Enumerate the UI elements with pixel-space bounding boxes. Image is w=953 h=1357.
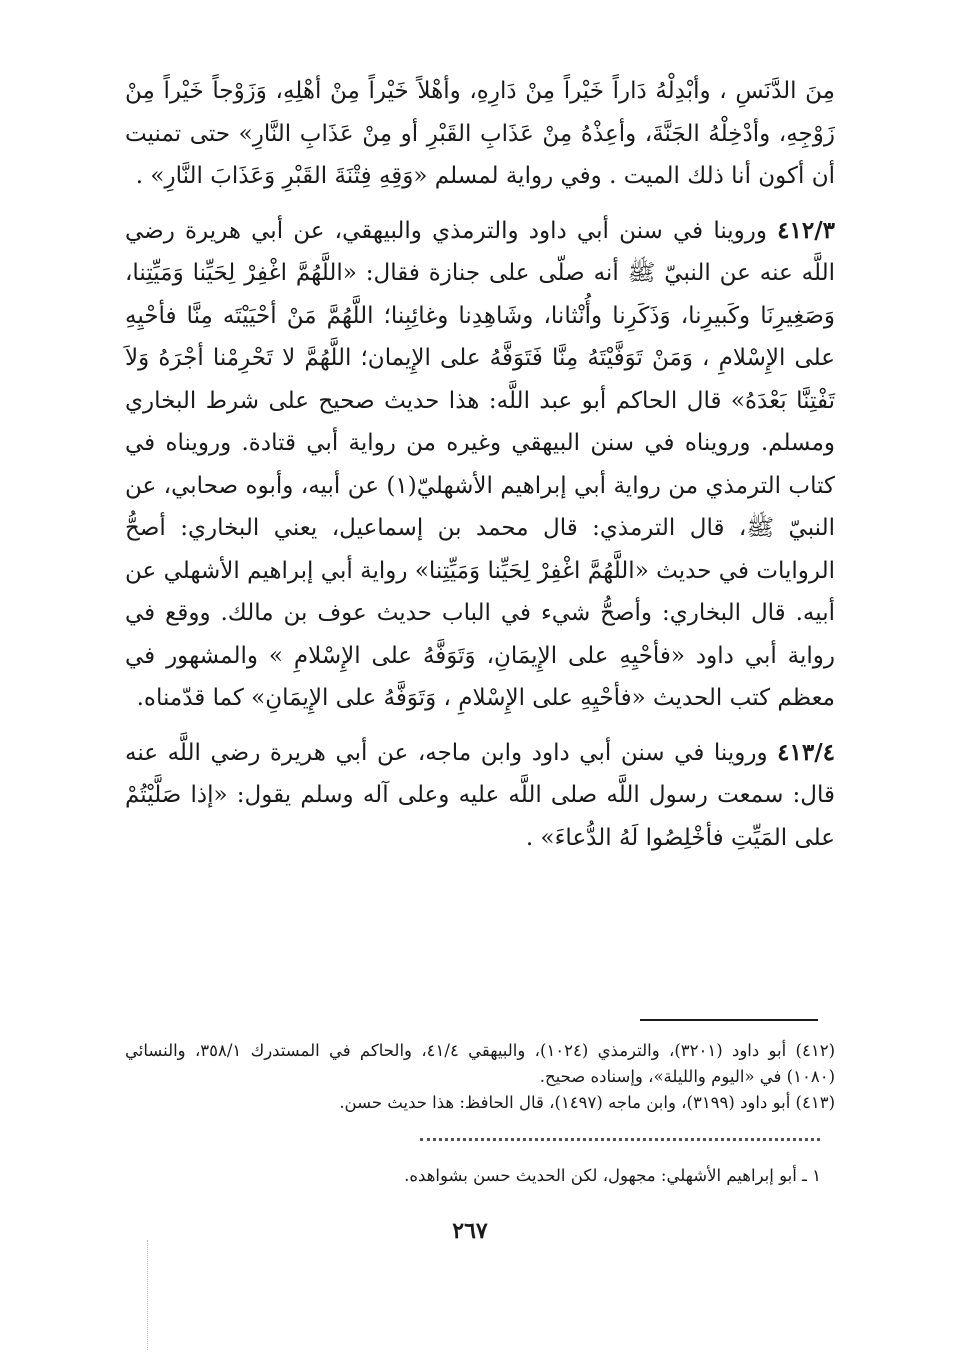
footnote-separator [640, 1019, 818, 1021]
page-number: ٢٦٧ [452, 1218, 488, 1244]
paragraph-text: وروينا في سنن أبي داود وابن ماجه، عن أبي هريرة رضي اللَّه عنه قال: سمعت رسول اللَّه صلى اللَّه عليه وعلى آله وسلم يقول: «إذا صَلَّيْتُمْ على المَيِّتِ فأخْلِصُوا لَهُ الدُّعاءَ» . [125, 739, 835, 851]
hadith-number: ٤١٣/٤ [777, 738, 835, 766]
footnote-413: (٤١٣) أبو داود (٣١٩٩)، وابن ماجه (١٤٩٧)، قال الحافظ: هذا حديث حسن. [339, 1093, 835, 1112]
footnotes [125, 1038, 835, 1116]
margin-note: ١ ـ أبو إبراهيم الأشهلي: مجهول، لكن الحديث حسن بشواهده. [404, 1166, 821, 1185]
paragraph-text: مِنَ الدَّنَسِ ، وأبْدِلْهُ دَاراً خَيْراً مِنْ دَارِهِ، وأهْلاً خَيْراً مِنْ أهْلِهِ، وَزَوْجاً خَيْراً مِنْ زَوْجِهِ، وأدْخِلْهُ الجَنَّةَ، وأعِذْهُ مِنْ عَذَابِ القَبْرِ أو مِنْ عَذَابِ النَّارِ» حتى تمنيت أن أكون أنا ذلك الميت . وفي رواية لمسلم «وَقِهِ فِتْنَةَ القَبْرِ وَعَذَابَ النَّارِ» . [125, 78, 835, 189]
paragraph-text: وروينا في سنن أبي داود والترمذي والبيهقي، عن أبي هريرة رضي اللَّه عنه عن النبيّ ﷺ أنه صلّى على جنازة فقال: «اللَّهُمَّ اغْفِرْ لِحَيِّنا وَمَيِّتِنا، وَصَغِيرِنَا وكَبيرِنا، وَذَكَرِنا وأُنْثانا، وشَاهِدِنا وغائِبِنا؛ اللَّهُمَّ مَنْ أحْيَيْتَه مِنَّا فأحْيِهِ على الإِسْلامِ ، وَمَنْ تَوَفَّيْتَهُ مِنَّا فَتَوَفَّهُ على الإِيمان؛ اللَّهُمَّ لا تَحْرِمْنا أجْرَهُ وَلاَ تَفْتِنَّا بَعْدَهُ» قال الحاكم أبو عبد اللَّه: هذا حديث صحيح على شرط البخاري ومسلم. ورويناه في سنن البيهقي وغيره من رواية أبي قتادة. ورويناه في كتاب الترمذي من رواية أبي إبراهيم الأشهليّ(١) عن أبيه، وأبوه صحابي، عن النبيّ ﷺ، قال الترمذي: قال محمد بن إسماعيل، يعني البخاري: أصحُّ الروايات في حديث «اللَّهُمَّ اغْفِرْ لِحَيِّنا وَمَيِّتِنا» رواية أبي إبراهيم الأشهلي عن أبيه. قال البخاري: وأصحُّ شيء في الباب حديث عوف بن مالك. ووقع في رواية أبي داود «فأحْيِهِ على الإِيمَانِ، وَتَوَفَّهُ على الإِسْلامِ » والمشهور في معظم كتب الحديث «فأحْيِهِ على الإِسْلامِ ، وَتَوَفَّهُ على الإِيمَانِ» كما قدّمناه. [125, 217, 835, 711]
dotted-separator [420, 1138, 820, 1141]
paragraph-hadith-412 [125, 210, 835, 720]
footnote-412: (٤١٢) أبو داود (٣٢٠١)، والترمذي (١٠٢٤)، والبيهقي ٤١/٤، والحاكم في المستدرك ٣٥٨/١، والنسائي (١٠٨٠) في «اليوم والليلة»، وإسناده صحيح. [125, 1041, 835, 1086]
hadith-number: ٤١٢/٣ [777, 216, 835, 244]
paragraph-continuation [125, 70, 835, 198]
main-text [125, 70, 835, 859]
paragraph-hadith-413 [125, 732, 835, 860]
margin-line [147, 1240, 148, 1350]
